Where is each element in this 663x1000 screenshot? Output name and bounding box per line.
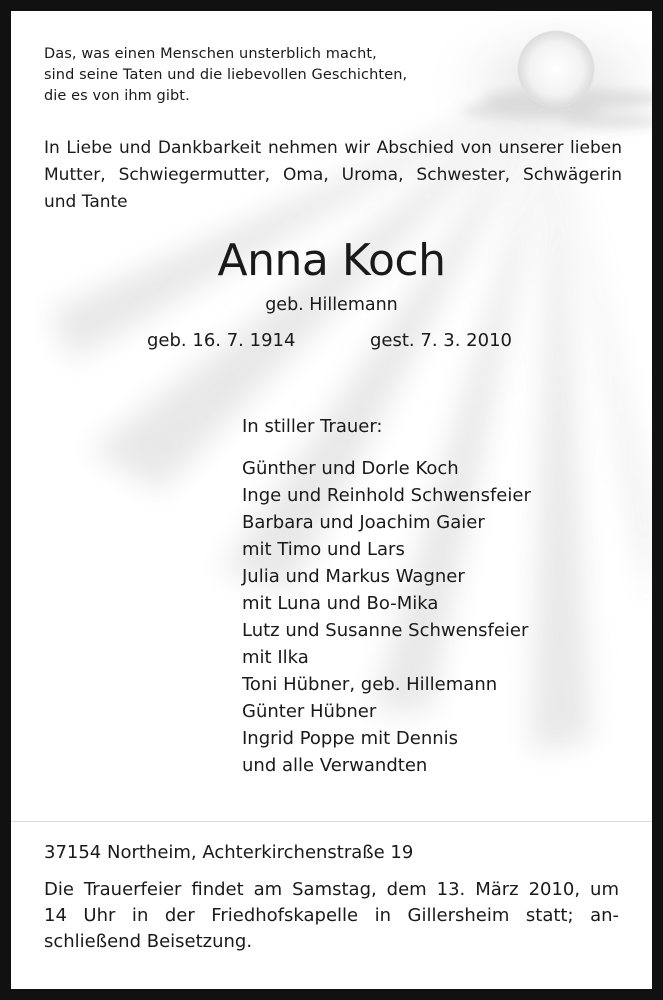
mourner-entry: Lutz und Susanne Schwensfeier [242,620,529,641]
mourner-entry: und alle Verwandten [242,755,428,776]
family-address: 37154 Northeim, Achterkirchenstraße 19 [44,842,414,863]
mourner-entry: Julia und Markus Wagner [242,566,465,587]
funeral-details [44,877,619,955]
funeral-line: 14 Uhr in der Friedhofskapelle in Gillersheim statt; an- [44,905,619,926]
farewell-intro [44,135,622,216]
quote-line: die es von ihm gibt. [44,88,190,104]
mourner-entry: Ingrid Poppe mit Dennis [242,728,459,749]
deceased-name: Anna Koch [217,235,446,286]
memorial-quote [44,44,444,107]
mourner-entry: Inge und Reinhold Schwensfeier [242,485,531,506]
mourner-entry: mit Timo und Lars [242,539,405,560]
mourners-heading: In stiller Trauer: [242,416,383,437]
funeral-line: Die Trauerfeier findet am Samstag, dem 13. März 2010, um [44,879,619,900]
intro-line: In Liebe und Dankbarkeit nehmen wir Abschied von unserer lieben [44,138,622,158]
death-date: gest. 7. 3. 2010 [370,330,512,351]
mourner-entry: Günter Hübner [242,701,377,722]
quote-line: sind seine Taten und die liebevollen Geschichten, [44,67,408,83]
quote-line: Das, was einen Menschen unsterblich macht, [44,46,377,62]
mourner-entry: Barbara und Joachim Gaier [242,512,485,533]
mourner-entry: Toni Hübner, geb. Hillemann [242,674,498,695]
mourners-list [242,455,531,779]
mourner-entry: mit Ilka [242,647,309,668]
birth-date: geb. 16. 7. 1914 [147,330,296,351]
mourner-entry: mit Luna und Bo-Mika [242,593,439,614]
section-divider [11,821,652,822]
funeral-line: schließend Beisetzung. [44,931,253,952]
mourner-entry: Günther und Dorle Koch [242,458,459,479]
intro-line: und Tante [44,192,128,212]
maiden-name: geb. Hillemann [265,295,398,315]
intro-line: Mutter, Schwiegermutter, Oma, Uroma, Schwester, Schwägerin [44,165,622,185]
